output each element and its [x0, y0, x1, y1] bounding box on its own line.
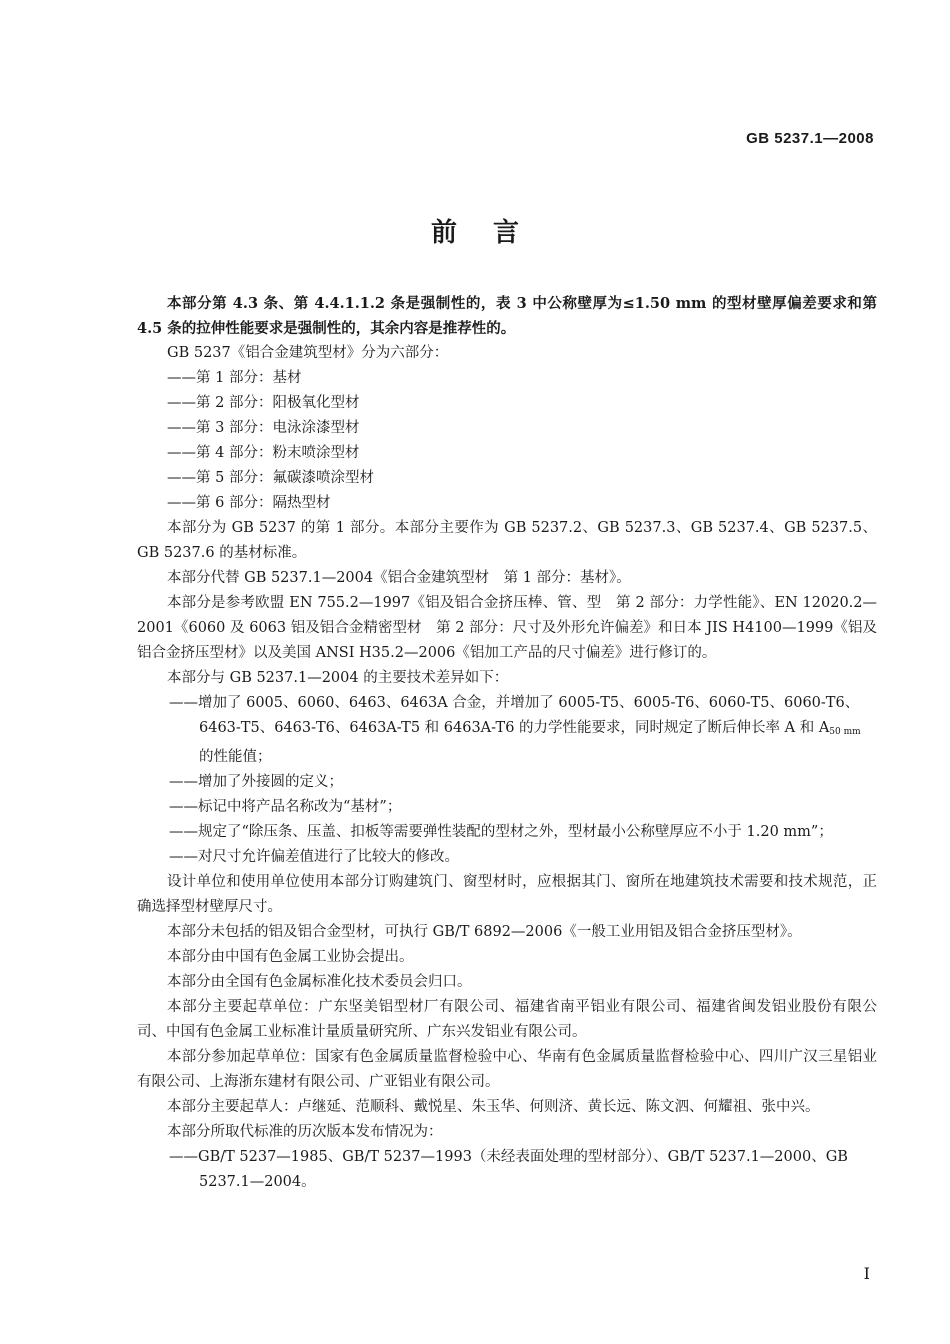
- design-statement: 设计单位和使用单位使用本部分订购建筑门、窗型材时，应根据其门、窗所在地建筑技术需要和技术规范，正确选择型材壁厚尺寸。: [137, 874, 877, 915]
- history-item: ——GB/T 5237—1985、GB/T 5237—1993（未经表面处理的型材部分）、GB/T 5237.1—2000、GB 5237.1—2004。: [169, 1149, 848, 1190]
- differences-intro: 本部分与 GB 5237.1—2004 的主要技术差异如下：: [167, 670, 509, 686]
- replaces-statement: 本部分代替 GB 5237.1—2004《铝合金建筑型材 第 1 部分：基材》。: [167, 570, 631, 586]
- difference-text: ——增加了 6005、6060、6463、6463A 合金，并增加了 6005-T5、6005-T6、6060-T5、6060-T6、6463-T5、6463-T6、6463A-T5 和 6463A-T6 的力学性能要求，同时规定了断后伸长率 A 和 A: [169, 695, 860, 736]
- part-item: ——第 1 部分：基材: [167, 370, 302, 386]
- drafters: 本部分主要起草人：卢继延、范顺科、戴悦星、朱玉华、何则济、黄长远、陈文泗、何耀祖、张中兴。: [167, 1099, 820, 1115]
- difference-text-end: 的性能值；: [199, 749, 272, 765]
- part-item: ——第 2 部分：阳极氧化型材: [167, 395, 360, 411]
- standard-code: GB 5237.1—2008: [746, 130, 874, 147]
- part-item: ——第 5 部分：氟碳漆喷涂型材: [167, 470, 374, 486]
- part-role: 本部分为 GB 5237 的第 1 部分。本部分主要作为 GB 5237.2、GB 5237.3、GB 5237.4、GB 5237.5、GB 5237.6 的基材标准。: [137, 520, 877, 561]
- history-intro: 本部分所取代标准的历次版本发布情况为：: [167, 1124, 443, 1140]
- mandatory-statement: 本部分第 4.3 条、第 4.4.1.1.2 条是强制性的，表 3 中公称壁厚为≤1.50 mm 的型材壁厚偏差要求和第 4.5 条的拉伸性能要求是强制性的，其余内容是推荐性的。: [137, 295, 877, 337]
- proposed-by: 本部分由中国有色金属工业协会提出。: [167, 949, 414, 965]
- parts-intro: GB 5237《铝合金建筑型材》分为六部分：: [167, 345, 449, 361]
- not-included-statement: 本部分未包括的铝及铝合金型材，可执行 GB/T 6892—2006《一般工业用铝及铝合金挤压型材》。: [167, 924, 802, 940]
- part-item: ——第 3 部分：电泳涂漆型材: [167, 420, 360, 436]
- difference-item: ——对尺寸允许偏差值进行了比较大的修改。: [169, 849, 459, 865]
- difference-item: ——标记中将产品名称改为“基材”；: [169, 799, 402, 815]
- references-statement: 本部分是参考欧盟 EN 755.2—1997《铝及铝合金挤压棒、管、型 第 2 部分：力学性能》、EN 12020.2—2001《6060 及 6063 铝及铝合金精密型材 第 2 部分：尺寸及外形允许偏差》和日本 JIS H4100—1999《铝及铝合金挤压型材》以及美国 ANSI H35.2—2006《铝加工产品的尺寸偏差》进行修订的。: [137, 595, 877, 661]
- page-title: 前言: [430, 218, 555, 248]
- managed-by: 本部分由全国有色金属标准化技术委员会归口。: [167, 974, 472, 990]
- difference-item: [137, 691, 877, 770]
- difference-item: ——增加了外接圆的定义；: [169, 774, 343, 790]
- part-item: ——第 4 部分：粉末喷涂型材: [167, 445, 360, 461]
- difference-item: ——规定了“除压条、压盖、扣板等需要弹性装配的型材之外，型材最小公称壁厚应不小于 1.20 mm”；: [169, 824, 833, 840]
- foreword-body: [137, 291, 877, 1195]
- drafting-units: 本部分主要起草单位：广东坚美铝型材厂有限公司、福建省南平铝业有限公司、福建省闽发铝业股份有限公司、中国有色金属工业标准计量质量研究所、广东兴发铝业有限公司。: [137, 999, 877, 1040]
- part-item: ——第 6 部分：隔热型材: [167, 495, 331, 511]
- elongation-subscript: 50 mm: [829, 727, 861, 737]
- page-number: I: [863, 1264, 870, 1283]
- participating-units: 本部分参加起草单位：国家有色金属质量监督检验中心、华南有色金属质量监督检验中心、四川广汉三星铝业有限公司、上海浙东建材有限公司、广亚铝业有限公司。: [137, 1049, 877, 1090]
